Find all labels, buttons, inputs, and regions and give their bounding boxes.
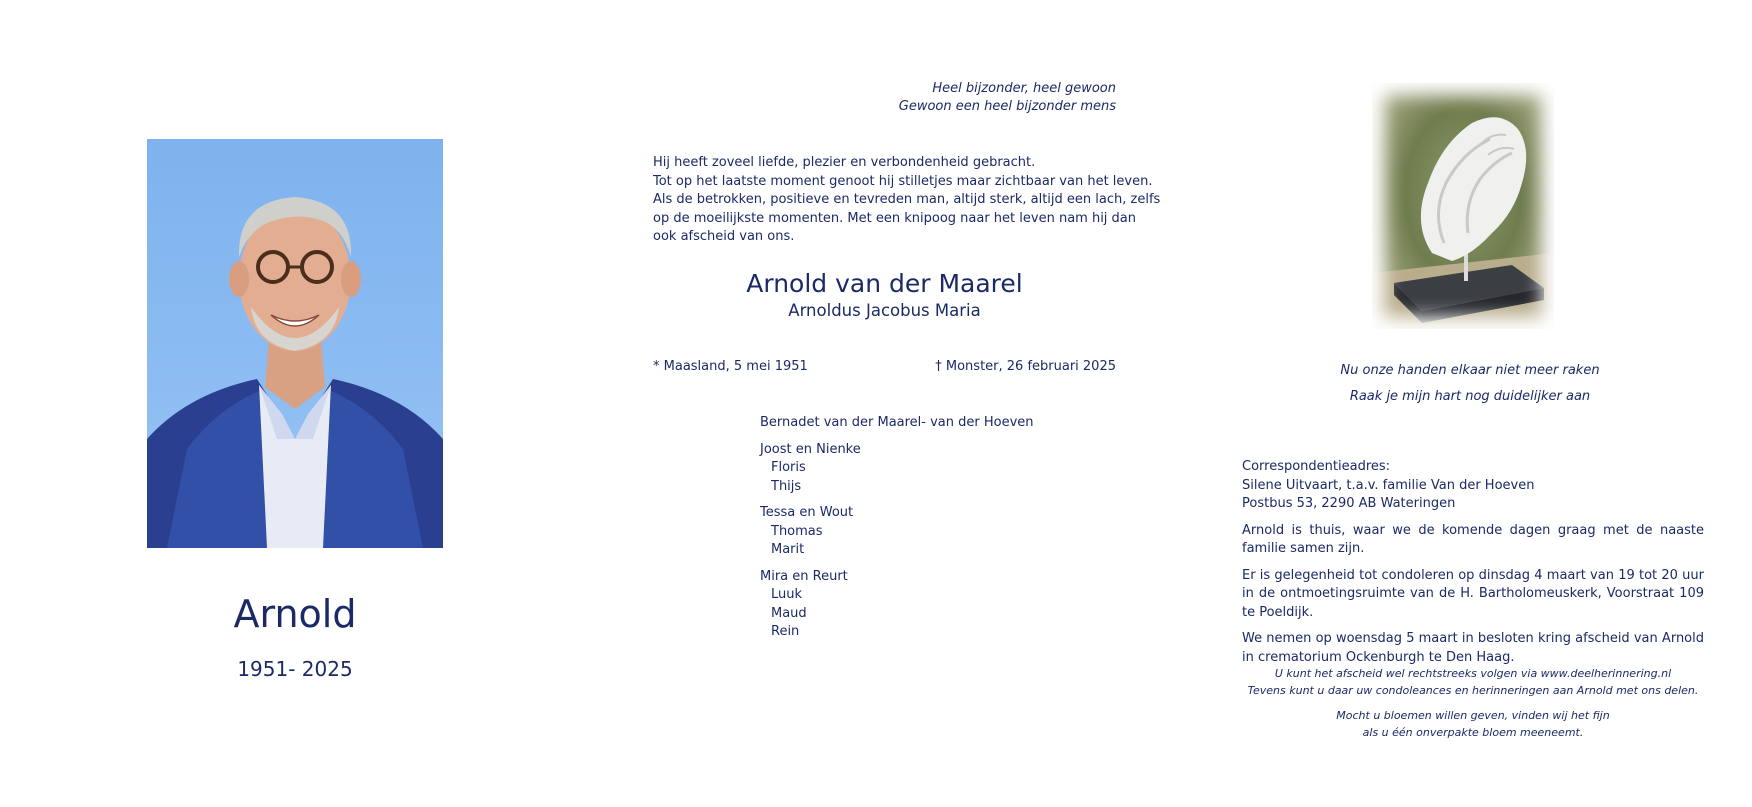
address-line: Silene Uitvaart, t.a.v. familie Van der Hoeven bbox=[1242, 477, 1535, 493]
life-years: 1951- 2025 bbox=[237, 657, 353, 681]
family-child: Thomas bbox=[771, 523, 823, 539]
footnote-line: Mocht u bloemen willen geven, vinden wij het fijn bbox=[1336, 709, 1610, 722]
opening-quote bbox=[640, 80, 1116, 116]
hands-sculpture-illustration bbox=[1372, 83, 1554, 329]
poem-line: Raak je mijn hart nog duidelijker aan bbox=[1349, 389, 1591, 404]
poem-line: Nu onze handen elkaar niet meer raken bbox=[1340, 363, 1600, 378]
family-parents: Joost en Nienke bbox=[760, 441, 861, 457]
footnote-line: Tevens kunt u daar uw condoleances en herinneringen aan Arnold met ons delen. bbox=[1247, 684, 1699, 697]
death-info: † Monster, 26 februari 2025 bbox=[935, 359, 1116, 374]
tribute-text bbox=[653, 154, 1161, 247]
full-name: Arnold van der Maarel bbox=[746, 269, 1023, 298]
correspondence-address bbox=[1242, 458, 1704, 514]
hands-sculpture-photo bbox=[1372, 83, 1554, 329]
family-list bbox=[760, 414, 1034, 650]
footnote-line: als u één onverpakte bloem meeneemt. bbox=[1362, 726, 1584, 739]
given-names: Arnoldus Jacobus Maria bbox=[788, 301, 981, 320]
info-paragraph: We nemen op woensdag 5 maart in besloten kring afscheid van Arnold in crematorium Ockenburgh te Den Haag. bbox=[1242, 631, 1704, 665]
portrait-photo bbox=[147, 139, 443, 548]
birth-info: * Maasland, 5 mei 1951 bbox=[653, 359, 808, 374]
address-line: Postbus 53, 2290 AB Wateringen bbox=[1242, 496, 1456, 511]
tribute-line: Hij heeft zoveel liefde, plezier en verbondenheid gebracht. bbox=[653, 155, 1036, 170]
family-group bbox=[760, 441, 1034, 497]
correspondence-section bbox=[1242, 458, 1704, 675]
family-child: Floris bbox=[771, 460, 806, 475]
livestream-note bbox=[1240, 665, 1706, 699]
spouse: Bernadet van der Maarel- van der Hoeven bbox=[760, 415, 1034, 430]
info-paragraph: Arnold is thuis, waar we de komende dagen graag met de naaste familie samen zijn. bbox=[1242, 522, 1704, 556]
quote-line: Gewoon een heel bijzonder mens bbox=[898, 99, 1116, 114]
info-paragraph: Er is gelegenheid tot condoleren op dinsdag 4 maart van 19 tot 20 uur in de ontmoetingsruimte van de H. Bartholomeuskerk, Voorstraat 109 te Poeldijk. bbox=[1242, 567, 1704, 620]
family-group bbox=[760, 568, 1034, 642]
first-name: Arnold bbox=[233, 592, 357, 636]
family-child: Rein bbox=[771, 624, 800, 639]
poem bbox=[1240, 358, 1700, 410]
family-parents: Tessa en Wout bbox=[760, 505, 854, 520]
correspondence-heading: Correspondentieadres: bbox=[1242, 459, 1391, 474]
family-child: Marit bbox=[771, 542, 805, 557]
tribute-line: Als de betrokken, positieve en tevreden man, altijd sterk, altijd een lach, zelfs bbox=[653, 192, 1161, 207]
tribute-line: op de moeilijkste momenten. Met een knipoog naar het leven nam hij dan bbox=[653, 210, 1137, 226]
family-child: Thijs bbox=[771, 478, 802, 494]
footnote-line: U kunt het afscheid wel rechtstreeks volgen via www.deelherinnering.nl bbox=[1274, 667, 1672, 680]
family-parents: Mira en Reurt bbox=[760, 568, 848, 584]
family-child: Luuk bbox=[771, 587, 803, 602]
portrait-illustration bbox=[147, 139, 443, 548]
family-child: Maud bbox=[771, 605, 807, 621]
footnotes bbox=[1240, 665, 1706, 749]
tribute-line: ook afscheid van ons. bbox=[653, 229, 795, 244]
quote-line: Heel bijzonder, heel gewoon bbox=[932, 81, 1116, 96]
tribute-line: Tot op het laatste moment genoot hij stilletjes maar zichtbaar van het leven. bbox=[653, 173, 1153, 189]
family-group bbox=[760, 504, 1034, 560]
flowers-note bbox=[1240, 707, 1706, 741]
